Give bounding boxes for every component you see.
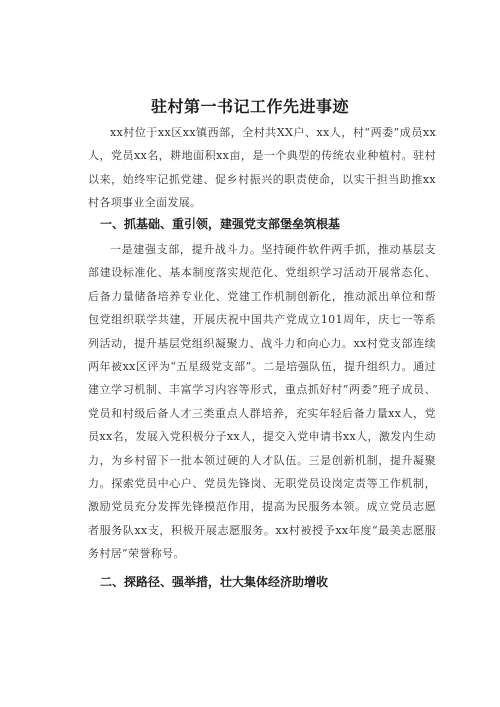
section-2-heading: 二、探路径、强举措，壮大集体经济助增收 bbox=[100, 575, 329, 589]
intro-paragraph: xx村位于xx区xx镇西部，全村共XX户、xx人，村“两委”成员xx人，党员xx名，耕地面积xx亩，是一个典型的传统农业种植村。驻村以来，始终牢记抓党建、促乡村振兴的职责使命，以实干担当助推xx村各项事业全面发展。 bbox=[88, 126, 436, 210]
document-title: 驻村第一书记工作先进事迹 bbox=[150, 97, 349, 116]
section-1-body: 一是建强支部，提升战斗力。坚持硬件软件两手抓，推动基层支部建设标准化、基本制度落实规范化、党组织学习活动开展常态化、后备力量储备培养专业化、党建工作机制创新化，推动派出单位和帮包党组织联学共建，开展庆祝中国共产党成立101周年，庆七一等系列活动，提升基层党组织凝聚力、战斗力和向心力。xx村党支部连续两年被xx区评为“五星级党支部”。二是培强队伍，提升组织力。通过建立学习机制、丰富学习内容等形式，重点抓好村“两委”班子成员、党员和村级后备人才三类重点人群培养，充实年轻后备力量xx人，党员xx名，发展入党积极分子xx人，提交入党申请书xx人，激发内生动力，为乡村留下一批本领过硬的人才队伍。三是创新机制，提升凝聚力。探索党员中心户、党员先锋岗、无职党员设岗定责等工作机制，激励党员充分发挥先锋模范作用，提高为民服务本领。成立党员志愿者服务队xx支，积极开展志愿服务。xx村被授予xx年度“最美志愿服务村居”荣誉称号。 bbox=[88, 243, 436, 561]
section-1-heading: 一、抓基础、重引领，建强党支部堡垒筑根基 bbox=[100, 217, 341, 231]
